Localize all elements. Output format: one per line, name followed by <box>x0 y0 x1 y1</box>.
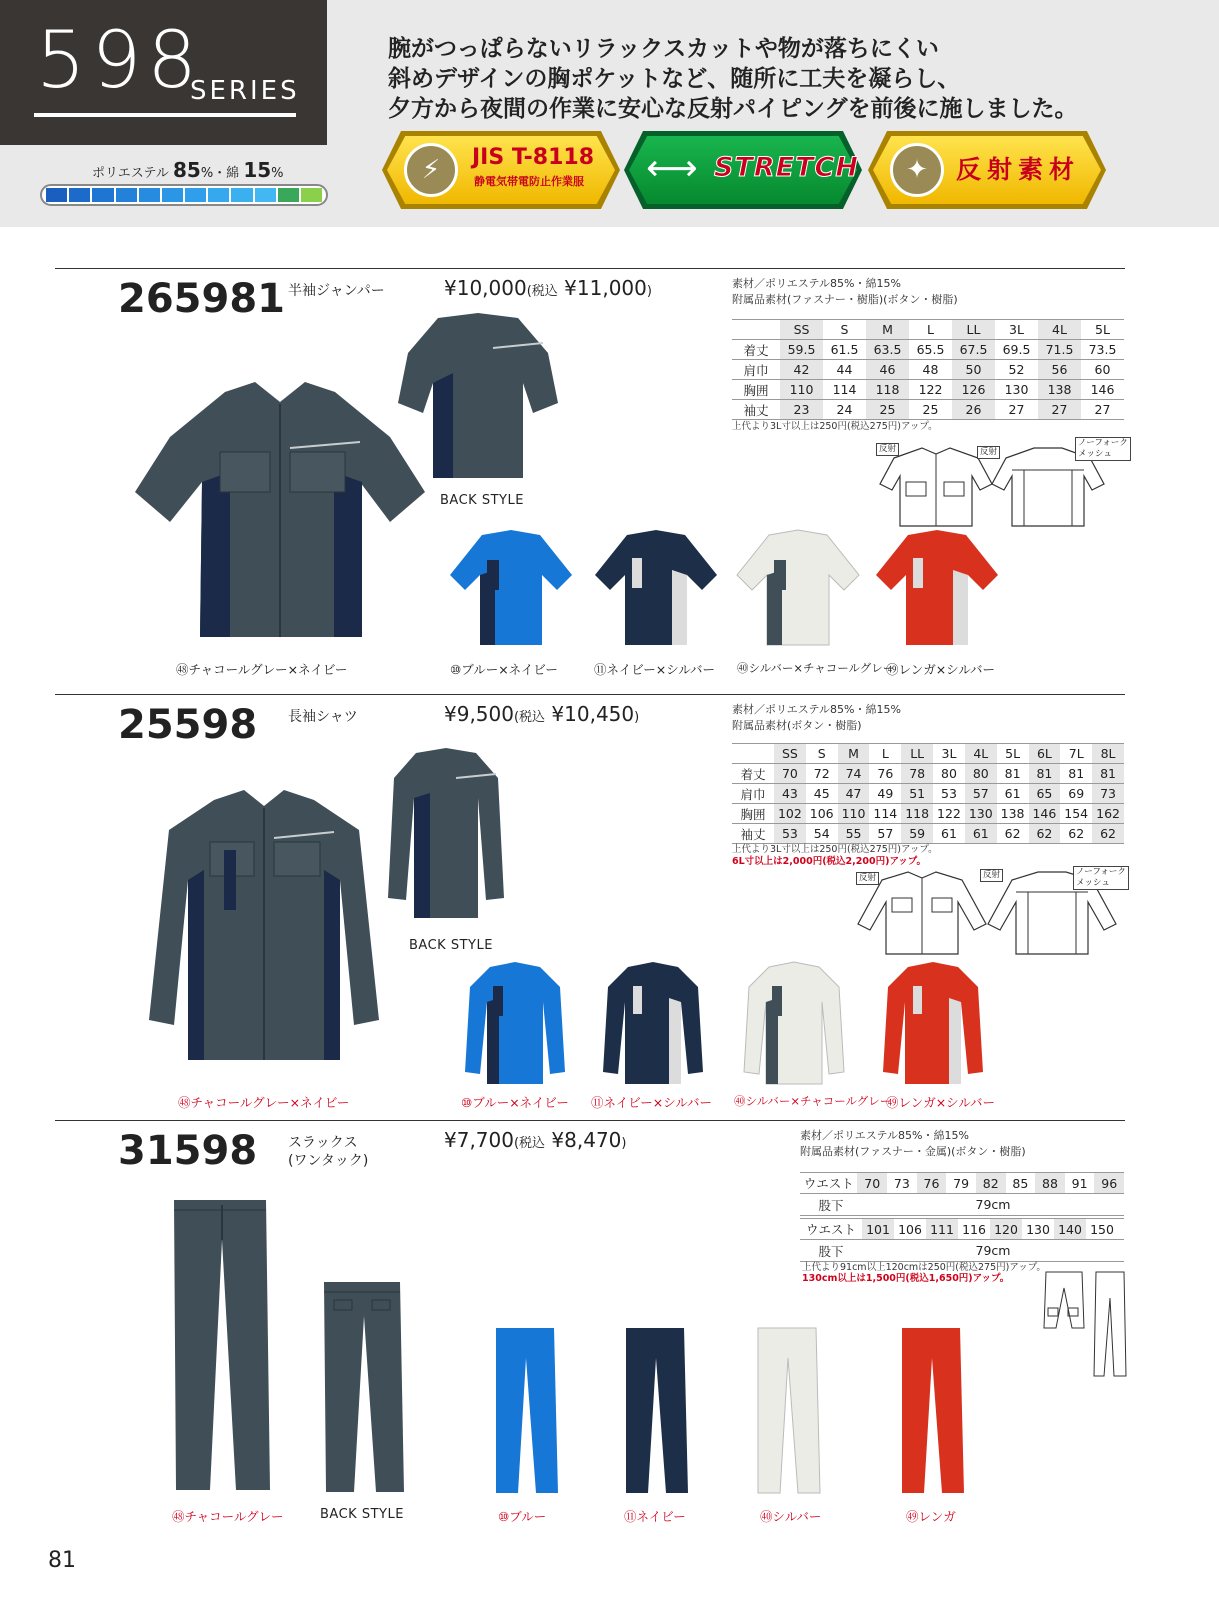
product3-note: 上代より91cm以上120cmは250円(税込275円)アップ。 <box>802 1262 1046 1273</box>
size-cell: 43 <box>774 784 806 804</box>
size-header: LL <box>952 320 995 340</box>
product1-variant-silver <box>734 530 862 650</box>
fabric-composition: ポリエステル 85%・綿 15% <box>92 158 284 182</box>
size-cell: 59 <box>901 824 933 844</box>
product1-price: ¥10,000(税込 ¥11,000) <box>444 276 652 300</box>
size-cell: 25 <box>922 402 939 417</box>
series-underline <box>34 113 296 117</box>
size-cell: 62 <box>1004 826 1021 841</box>
waist-cell: 79 <box>953 1175 970 1191</box>
product3-price: ¥7,700(税込 ¥8,470) <box>444 1128 627 1152</box>
size-cell: 27 <box>1094 402 1111 417</box>
size-cell: 53 <box>774 824 806 844</box>
product2-variant-brick <box>883 962 983 1090</box>
size-header-row <box>732 320 1124 340</box>
product3-code: 31598 <box>118 1128 258 1174</box>
waist-cell: 73 <box>893 1175 910 1191</box>
series-word: SERIES <box>190 76 300 106</box>
size-cell: 54 <box>813 826 830 841</box>
waist-row-1: ウエスト 70 73 76 79 82 85 88 91 96 <box>800 1172 1124 1194</box>
product3-tech-sketch <box>1042 1268 1132 1380</box>
size-cell: 81 <box>1029 764 1061 784</box>
size-cell: 25 <box>866 400 909 420</box>
section-divider <box>55 1120 1125 1121</box>
size-cell: 69.5 <box>1002 342 1031 357</box>
size-cell: 61.5 <box>830 342 859 357</box>
waist-cell: 82 <box>976 1173 1006 1193</box>
badge-jis: ⚡ JIS T-8118 静電気帯電防止作業服 <box>382 131 620 209</box>
section-divider <box>55 694 1125 695</box>
size-cell: 146 <box>1029 804 1061 824</box>
size-cell: 114 <box>873 806 898 821</box>
sparkle-icon: ✦ <box>890 143 944 197</box>
product2-caption-blue: ⑩ブルー×ネイビー <box>461 1095 569 1110</box>
size-header: 3L <box>941 746 957 761</box>
product3-variant-blue <box>492 1328 560 1496</box>
waist-cell: 130 <box>1026 1221 1050 1237</box>
size-cell: 138 <box>1038 380 1081 400</box>
waist-cell: 116 <box>962 1221 986 1237</box>
size-cell: 23 <box>780 400 823 420</box>
product2-caption-brick: ㊾レンガ×シルバー <box>886 1095 995 1110</box>
size-cell: 73.5 <box>1088 342 1117 357</box>
size-cell: 76 <box>877 766 894 781</box>
size-row <box>732 804 1124 824</box>
size-cell: 55 <box>838 824 870 844</box>
waist-cell: 111 <box>926 1219 958 1239</box>
size-header: 5L <box>1095 322 1110 337</box>
product3-note-red: 130cm以上は1,500円(税込1,650円)アップ。 <box>802 1273 1010 1284</box>
product1-back-style: BACK STYLE <box>440 493 524 508</box>
size-cell: 118 <box>866 380 909 400</box>
size-cell: 27 <box>1038 400 1081 420</box>
size-cell: 46 <box>866 360 909 380</box>
size-cell: 110 <box>780 380 823 400</box>
size-cell: 102 <box>774 804 806 824</box>
product3-size-table <box>800 1172 1124 1262</box>
product3-variant-navy <box>622 1328 690 1496</box>
product2-variant-navy <box>603 962 703 1090</box>
size-cell: 48 <box>922 362 939 377</box>
size-header: LL <box>901 744 933 764</box>
size-cell: 70 <box>774 764 806 784</box>
product1-caption-brick: ㊾レンガ×シルバー <box>886 662 995 677</box>
size-cell: 114 <box>832 382 857 397</box>
size-row-label: 袖丈 <box>743 402 769 418</box>
page-number: 81 <box>48 1548 76 1573</box>
size-row <box>732 784 1124 804</box>
badge-stretch: ⟷ STRETCH <box>624 131 862 209</box>
size-cell: 81 <box>1004 766 1021 781</box>
size-cell: 130 <box>965 804 997 824</box>
size-header: SS <box>780 320 823 340</box>
size-cell: 126 <box>952 380 995 400</box>
size-row <box>732 380 1124 400</box>
size-cell: 81 <box>1092 764 1124 784</box>
size-header: 7L <box>1068 746 1084 761</box>
size-cell: 69 <box>1068 786 1085 801</box>
product2-price: ¥9,500(税込 ¥10,450) <box>444 702 640 726</box>
waist-cell: 120 <box>990 1219 1022 1239</box>
product3-caption-charcoal: ㊽チャコールグレー <box>172 1509 284 1524</box>
size-cell: 81 <box>1068 766 1085 781</box>
size-row-label: 着丈 <box>743 342 769 358</box>
size-cell: 80 <box>941 766 957 781</box>
product1-note: 上代より3L寸以上は250円(税込275円)アップ。 <box>732 421 938 432</box>
size-cell: 162 <box>1092 804 1124 824</box>
waist-cell: 76 <box>917 1173 947 1193</box>
product3-variant-brick <box>898 1328 966 1496</box>
size-cell: 61 <box>941 826 957 841</box>
series-number: 598 <box>36 16 203 106</box>
size-cell: 47 <box>838 784 870 804</box>
size-row <box>732 360 1124 380</box>
waist-row-2: ウエスト 101 106 111 116 120 130 140 150 <box>800 1218 1124 1240</box>
size-cell: 78 <box>901 764 933 784</box>
size-row-label: 肩巾 <box>743 362 769 378</box>
size-header: M <box>838 744 870 764</box>
size-cell: 62 <box>1068 826 1085 841</box>
size-header: L <box>881 746 889 761</box>
product1-name: 半袖ジャンパー <box>288 283 385 299</box>
product2-material: 素材／ポリエステル85%・綿15% 附属品素材(ボタン・樹脂) <box>732 703 901 732</box>
product3-name: スラックス (ワンタック) <box>288 1135 369 1169</box>
product1-variant-brick <box>873 530 1001 650</box>
size-row-label: 肩巾 <box>740 786 766 802</box>
product1-caption-charcoal: ㊽チャコールグレー×ネイビー <box>176 662 348 677</box>
size-cell: 80 <box>965 764 997 784</box>
product2-code: 25598 <box>118 702 258 748</box>
size-cell: 65.5 <box>916 342 945 357</box>
product2-variant-silver <box>744 962 844 1090</box>
product2-size-table <box>732 743 1124 844</box>
size-header: SS <box>774 744 806 764</box>
badge-reflect: ✦ 反射素材 <box>868 131 1106 209</box>
size-cell: 67.5 <box>952 340 995 360</box>
size-cell: 51 <box>901 784 933 804</box>
section-divider <box>55 268 1125 269</box>
size-row <box>732 340 1124 360</box>
product1-variant-navy <box>592 530 720 650</box>
product1-caption-navy: ⑪ネイビー×シルバー <box>594 662 716 677</box>
size-cell: 53 <box>941 786 957 801</box>
double-arrow-icon: ⟷ <box>646 148 698 189</box>
waist-cell: 101 <box>862 1219 894 1239</box>
size-cell: 110 <box>838 804 870 824</box>
size-cell: 26 <box>952 400 995 420</box>
size-cell: 52 <box>1008 362 1025 377</box>
size-cell: 154 <box>1064 806 1089 821</box>
waist-cell: 85 <box>1012 1175 1029 1191</box>
size-header: S <box>840 322 849 337</box>
size-cell: 122 <box>918 382 943 397</box>
size-cell: 122 <box>937 806 961 821</box>
size-cell: 72 <box>813 766 830 781</box>
size-header: 3L <box>1009 322 1024 337</box>
size-header: S <box>817 746 826 761</box>
fabric-ratio-bar <box>40 184 328 206</box>
product2-back-photo <box>386 748 506 928</box>
product3-material: 素材／ポリエステル85%・綿15% 附属品素材(ファスナー・金属)(ボタン・樹脂) <box>800 1129 1026 1158</box>
product1-caption-blue: ⑩ブルー×ネイビー <box>450 662 558 677</box>
size-cell: 74 <box>838 764 870 784</box>
size-cell: 57 <box>877 826 894 841</box>
size-cell: 62 <box>1029 824 1061 844</box>
size-row-label: 胸囲 <box>740 806 766 822</box>
product3-back-style: BACK STYLE <box>320 1507 404 1522</box>
product2-note: 上代より3L寸以上は250円(税込275円)アップ。 <box>732 844 938 855</box>
size-cell: 73 <box>1092 784 1124 804</box>
product2-back-style: BACK STYLE <box>409 938 493 953</box>
size-cell: 118 <box>901 804 933 824</box>
size-cell: 138 <box>1000 806 1025 821</box>
size-header: 6L <box>1029 744 1061 764</box>
size-cell: 60 <box>1094 362 1111 377</box>
size-cell: 57 <box>965 784 997 804</box>
product1-caption-silver: ㊵シルバー×チャコールグレー <box>737 661 895 675</box>
waist-cell: 96 <box>1094 1173 1124 1193</box>
size-cell: 61 <box>965 824 997 844</box>
size-cell: 106 <box>809 806 834 821</box>
size-cell: 44 <box>836 362 853 377</box>
product3-caption-silver: ㊵シルバー <box>760 1509 822 1524</box>
waist-cell: 88 <box>1035 1173 1065 1193</box>
size-cell: 50 <box>952 360 995 380</box>
size-cell: 63.5 <box>866 340 909 360</box>
size-cell: 56 <box>1038 360 1081 380</box>
size-row-label: 着丈 <box>740 766 766 782</box>
product3-main-photo <box>166 1200 276 1500</box>
size-row-label: 袖丈 <box>740 826 766 842</box>
size-row-label: 胸囲 <box>743 382 769 398</box>
waist-cell: 70 <box>857 1173 887 1193</box>
waist-cell: 150 <box>1090 1221 1114 1237</box>
product1-size-table <box>732 319 1124 420</box>
product3-caption-brick: ㊾レンガ <box>906 1509 956 1524</box>
product2-name: 長袖シャツ <box>288 709 358 725</box>
product2-main-photo <box>144 790 384 1090</box>
size-cell: 71.5 <box>1038 340 1081 360</box>
series-box <box>0 0 327 145</box>
size-header-row <box>732 744 1124 764</box>
product3-caption-blue: ⑩ブルー <box>498 1509 547 1524</box>
size-cell: 61 <box>1004 786 1021 801</box>
waist-cell: 140 <box>1054 1219 1086 1239</box>
product1-variant-blue <box>447 530 575 650</box>
size-cell: 65 <box>1029 784 1061 804</box>
size-header: L <box>927 322 934 337</box>
size-header: 8L <box>1092 744 1124 764</box>
size-row <box>732 400 1124 420</box>
product2-caption-charcoal: ㊽チャコールグレー×ネイビー <box>178 1095 350 1110</box>
size-header: M <box>866 320 909 340</box>
size-cell: 27 <box>1008 402 1025 417</box>
size-header: 4L <box>1038 320 1081 340</box>
product1-back-photo <box>398 313 558 488</box>
waist-cell: 106 <box>898 1221 922 1237</box>
product3-back-photo <box>318 1282 408 1496</box>
product2-caption-silver: ㊵シルバー×チャコールグレー <box>734 1094 892 1108</box>
product1-code: 265981 <box>118 276 285 322</box>
product3-variant-silver <box>754 1328 822 1496</box>
product2-note-red: 6L寸以上は2,000円(税込2,200円)アップ。 <box>732 856 927 867</box>
size-row <box>732 764 1124 784</box>
inseam-row-1: 股下 79cm <box>800 1194 1124 1216</box>
size-header: 5L <box>1005 746 1021 761</box>
size-cell: 59.5 <box>780 340 823 360</box>
size-cell: 146 <box>1090 382 1115 397</box>
size-cell: 42 <box>780 360 823 380</box>
product2-variant-blue <box>465 962 565 1090</box>
size-cell: 45 <box>813 786 830 801</box>
size-cell: 24 <box>836 402 853 417</box>
waist-cell: 91 <box>1071 1175 1088 1191</box>
size-row <box>732 824 1124 844</box>
inseam-row-2: 股下 79cm <box>800 1240 1124 1262</box>
product1-main-photo <box>130 382 430 652</box>
size-cell: 130 <box>1004 382 1029 397</box>
product1-material: 素材／ポリエステル85%・綿15% 附属品素材(ファスナー・樹脂)(ボタン・樹脂) <box>732 277 958 306</box>
product3-caption-navy: ⑪ネイビー <box>624 1509 686 1524</box>
product2-caption-navy: ⑪ネイビー×シルバー <box>591 1095 713 1110</box>
lightning-icon: ⚡ <box>404 143 458 197</box>
size-cell: 49 <box>877 786 894 801</box>
size-cell: 62 <box>1092 824 1124 844</box>
size-header: 4L <box>965 744 997 764</box>
tagline: 腕がつっぱらないリラックスカットや物が落ちにくい 斜めデザインの胸ポケットなど、随所に工夫を凝らし、 夕方から夜間の作業に安心な反射パイピングを前後に施しました。 <box>388 36 1078 122</box>
